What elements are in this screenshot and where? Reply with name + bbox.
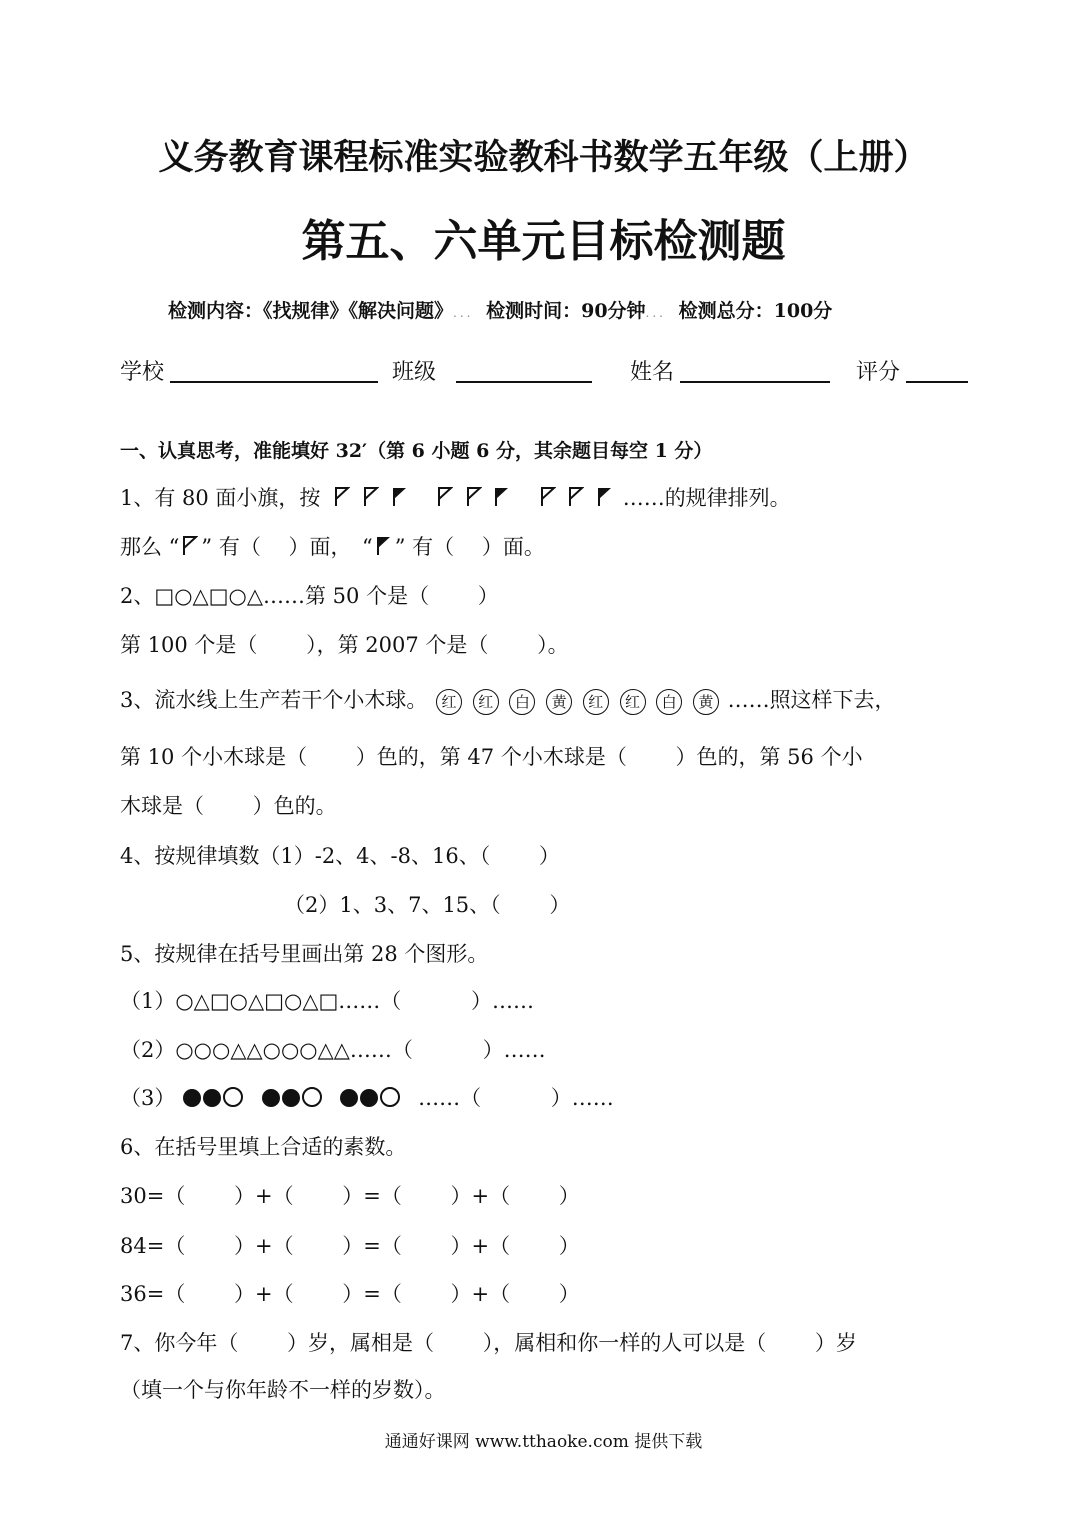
question-6-line-1: 6、在括号里填上合适的素数。 <box>120 1135 407 1159</box>
filled-circle-icon <box>282 1089 300 1107</box>
ball-icon: 黄 <box>546 689 572 715</box>
question-7-line-2: （填一个与你年龄不一样的岁数）。 <box>120 1378 446 1402</box>
flag-outline-icon <box>182 536 198 556</box>
ball-icon: 红 <box>620 689 646 715</box>
ball-icon: 红 <box>473 689 499 715</box>
flag-outline-icon <box>466 487 482 507</box>
dot-pattern <box>182 1086 418 1110</box>
question-5-sub-2: （2）○○○△△○○○△△……（ ）…… <box>120 1038 546 1062</box>
filled-circle-icon <box>203 1089 221 1107</box>
question-3-line-2: 第 10 个小木球是（ ）色的，第 47 个小木球是（ ）色的，第 56 个小 <box>120 745 863 769</box>
score-label: 评分 <box>856 360 901 385</box>
student-info-row <box>120 355 980 385</box>
question-3-line-3: 木球是（ ）色的。 <box>120 794 337 818</box>
question-5-line-1: 5、按规律在括号里画出第 28 个图形。 <box>120 942 489 966</box>
unit-title: 第五、六单元目标检测题 <box>301 216 786 267</box>
hollow-circle-icon <box>380 1087 400 1107</box>
class-blank[interactable] <box>456 381 592 383</box>
question-6-row-36: 36=（ ）+（ ）=（ ）+（ ） <box>120 1282 580 1306</box>
flag-outline-icon <box>437 487 453 507</box>
school-label: 学校 <box>120 360 165 385</box>
question-2-line-1: 2、□○△□○△……第 50 个是（ ） <box>120 584 499 608</box>
flag-filled-icon <box>376 536 392 556</box>
test-info-line: 检测内容：《找规律》《解决问题》... 检测时间：90分钟... 检测总分：100分 <box>168 300 833 322</box>
ball-sequence <box>434 688 728 712</box>
ball-icon: 白 <box>656 689 682 715</box>
question-7-line-1: 7、你今年（ ）岁，属相是（ ），属相和你一样的人可以是（ ）岁 <box>120 1331 857 1355</box>
filled-circle-icon <box>262 1089 280 1107</box>
question-5-sub-1: （1）○△□○△□○△□……（ ）…… <box>120 989 534 1013</box>
question-1-line-2: 那么 “ ” 有（ ）面， “ ” 有（ ）面。 <box>120 535 545 559</box>
ball-icon: 白 <box>509 689 535 715</box>
test-total-score: 检测总分：100分 <box>678 300 833 322</box>
name-label: 姓名 <box>630 360 675 385</box>
filled-circle-icon <box>360 1089 378 1107</box>
document-title: 义务教育课程标准实验教科书数学五年级（上册） <box>158 138 929 178</box>
test-content: 检测内容：《找规律》《解决问题》 <box>168 300 454 322</box>
filled-circle-icon <box>183 1089 201 1107</box>
ball-icon: 红 <box>436 689 462 715</box>
flag-filled-icon <box>494 487 510 507</box>
flag-filled-icon <box>597 487 613 507</box>
question-5-sub-3: （3） ……（ ）…… <box>120 1086 614 1110</box>
question-2-line-2: 第 100 个是（ ），第 2007 个是（ ）。 <box>120 633 569 657</box>
question-4-line-2: （2）1、3、7、15、（ ） <box>284 893 571 917</box>
footer-credit: 通通好课网 www.tthaoke.com 提供下载 <box>384 1432 703 1452</box>
question-6-row-84: 84=（ ）+（ ）=（ ）+（ ） <box>120 1234 580 1258</box>
test-time: 检测时间：90分钟 <box>486 300 646 322</box>
flag-outline-icon <box>568 487 584 507</box>
score-blank[interactable] <box>906 381 968 383</box>
filled-circle-icon <box>340 1089 358 1107</box>
school-blank[interactable] <box>170 381 378 383</box>
question-4-line-1: 4、按规律填数（1）-2、4、-8、16、（ ） <box>120 844 560 868</box>
flag-outline-icon <box>363 487 379 507</box>
section-heading: 一、认真思考，准能填好 32′（第 6 小题 6 分，其余题目每空 1 分） <box>120 440 713 462</box>
class-label: 班级 <box>392 360 437 385</box>
flag-sequence <box>331 486 623 510</box>
flag-outline-icon <box>334 487 350 507</box>
flag-outline-icon <box>540 487 556 507</box>
hollow-circle-icon <box>223 1087 243 1107</box>
question-6-row-30: 30=（ ）+（ ）=（ ）+（ ） <box>120 1184 580 1208</box>
question-1-line-1: 1、有 80 面小旗，按 ……的规律排列。 <box>120 486 791 510</box>
question-3-line-1: 3、流水线上生产若干个小木球。 红 红 白 黄 红 红 白 黄 ……照这样下去， <box>120 684 896 715</box>
ball-icon: 黄 <box>693 689 719 715</box>
flag-filled-icon <box>392 487 408 507</box>
ball-icon: 红 <box>583 689 609 715</box>
name-blank[interactable] <box>680 381 830 383</box>
hollow-circle-icon <box>302 1087 322 1107</box>
